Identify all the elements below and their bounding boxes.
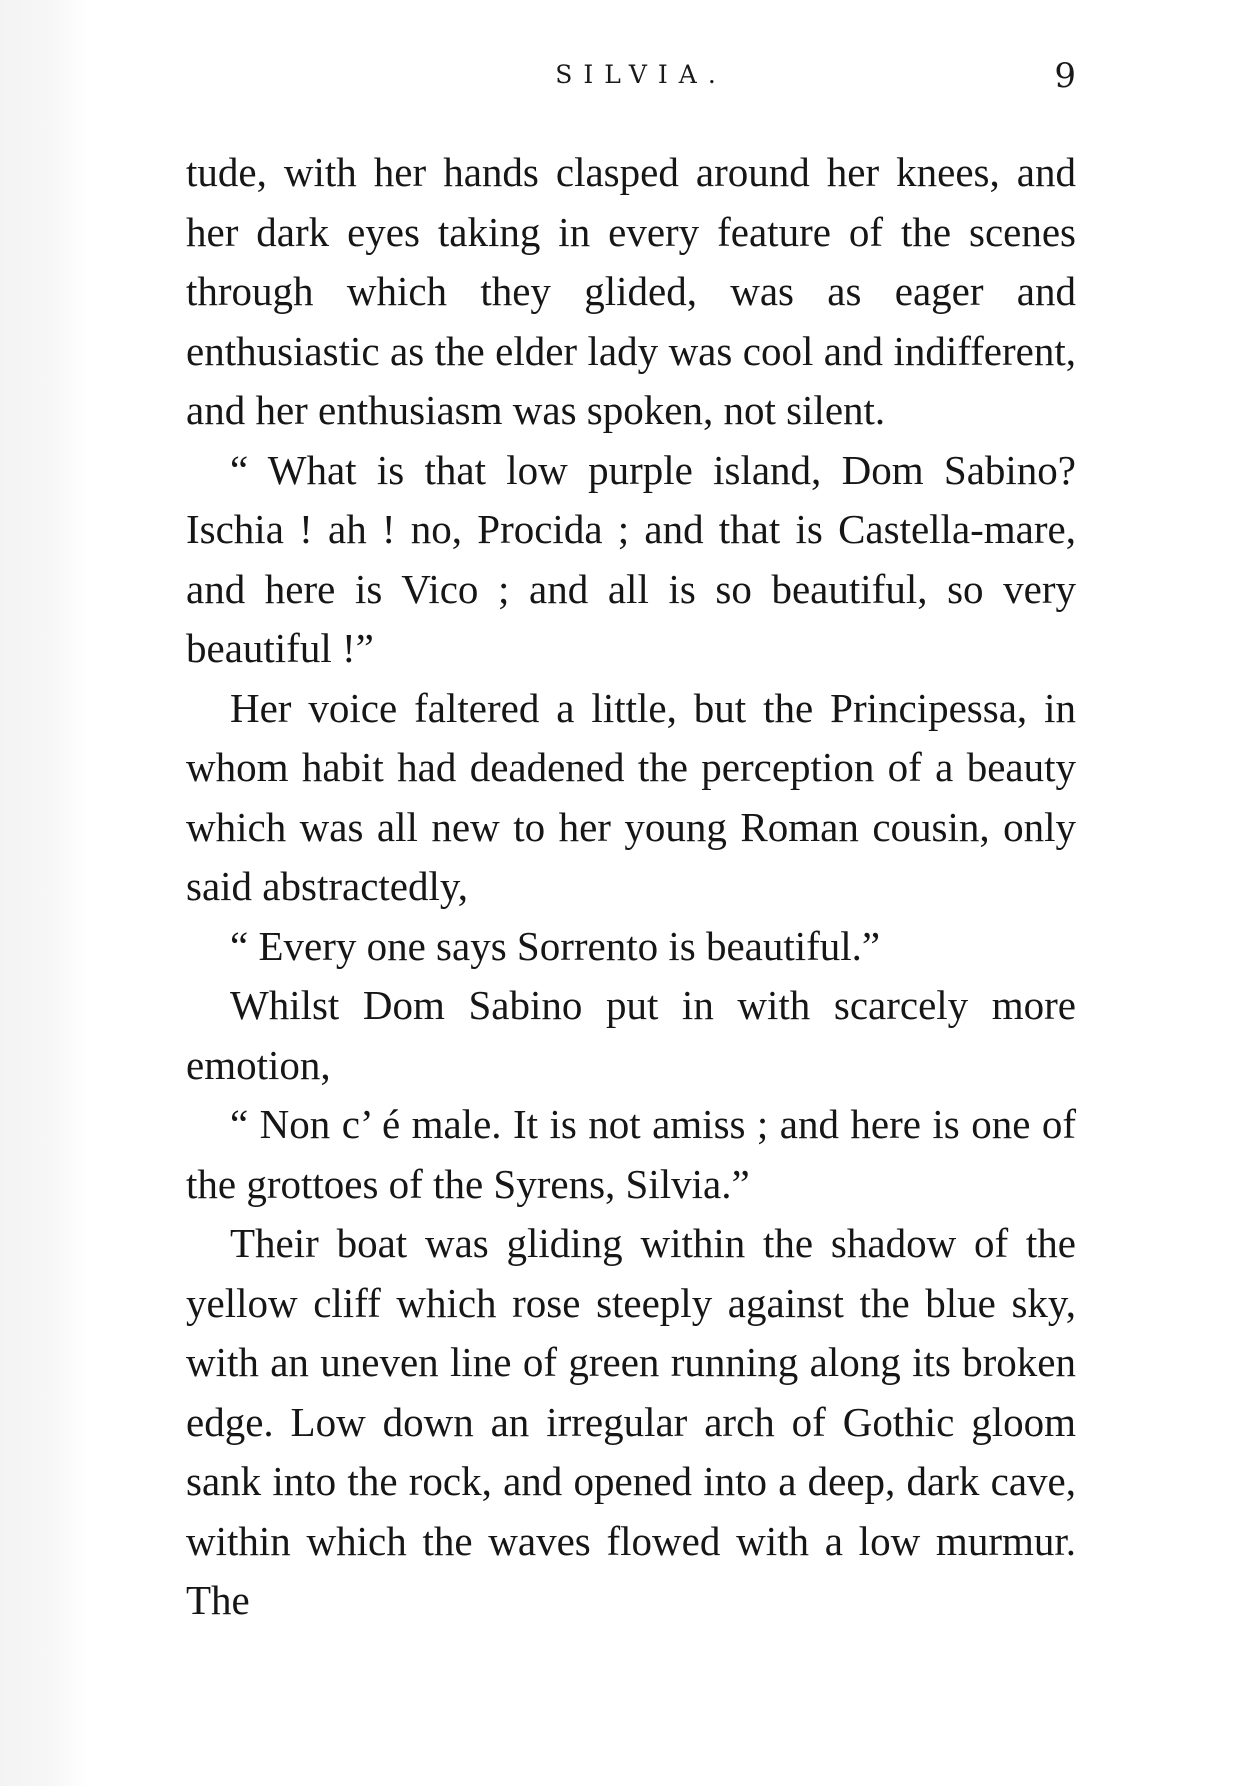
paragraph: Their boat was gliding within the shadow of the yellow cliff which rose steeply against the blue sky, with an uneven line of green running along its broken edge. Low down an irregular arch of Gothic gloom sank into the rock, and opened into a deep, dark cave, within which the waves flowed with a low murmur. The <box>186 1220 1076 1623</box>
running-head <box>186 56 1076 104</box>
paragraph: “ Non c’ é male. It is not amiss ; and here is one of the grottoes of the Syrens, Silvia.” <box>186 1101 1076 1207</box>
page-gutter-shadow <box>0 0 88 1786</box>
paragraph: Her voice faltered a little, but the Principessa, in whom habit had deadened the perception of a beauty which was all new to her young Roman cousin, only said abstractedly, <box>186 684 1076 909</box>
paragraph-continued: tude, with her hands clasped around her knees, and her dark eyes taking in every feature of the scenes through which they glided, was as eager and enthusiastic as the elder lady was cool and indifferent, and her enthusiasm was spoken, not silent. <box>186 149 1076 433</box>
paragraph: “ What is that low purple island, Dom Sabino? Ischia ! ah ! no, Procida ; and that is Castella-mare, and here is Vico ; and all is so beautiful, so very beautiful !” <box>186 446 1076 671</box>
paragraph: Whilst Dom Sabino put in with scarcely more emotion, <box>186 982 1076 1088</box>
running-title: SILVIA. <box>555 60 727 89</box>
body-text <box>186 143 1076 1631</box>
page-number: 9 <box>1054 56 1076 96</box>
paragraph: “ Every one says Sorrento is beautiful.” <box>230 922 881 969</box>
